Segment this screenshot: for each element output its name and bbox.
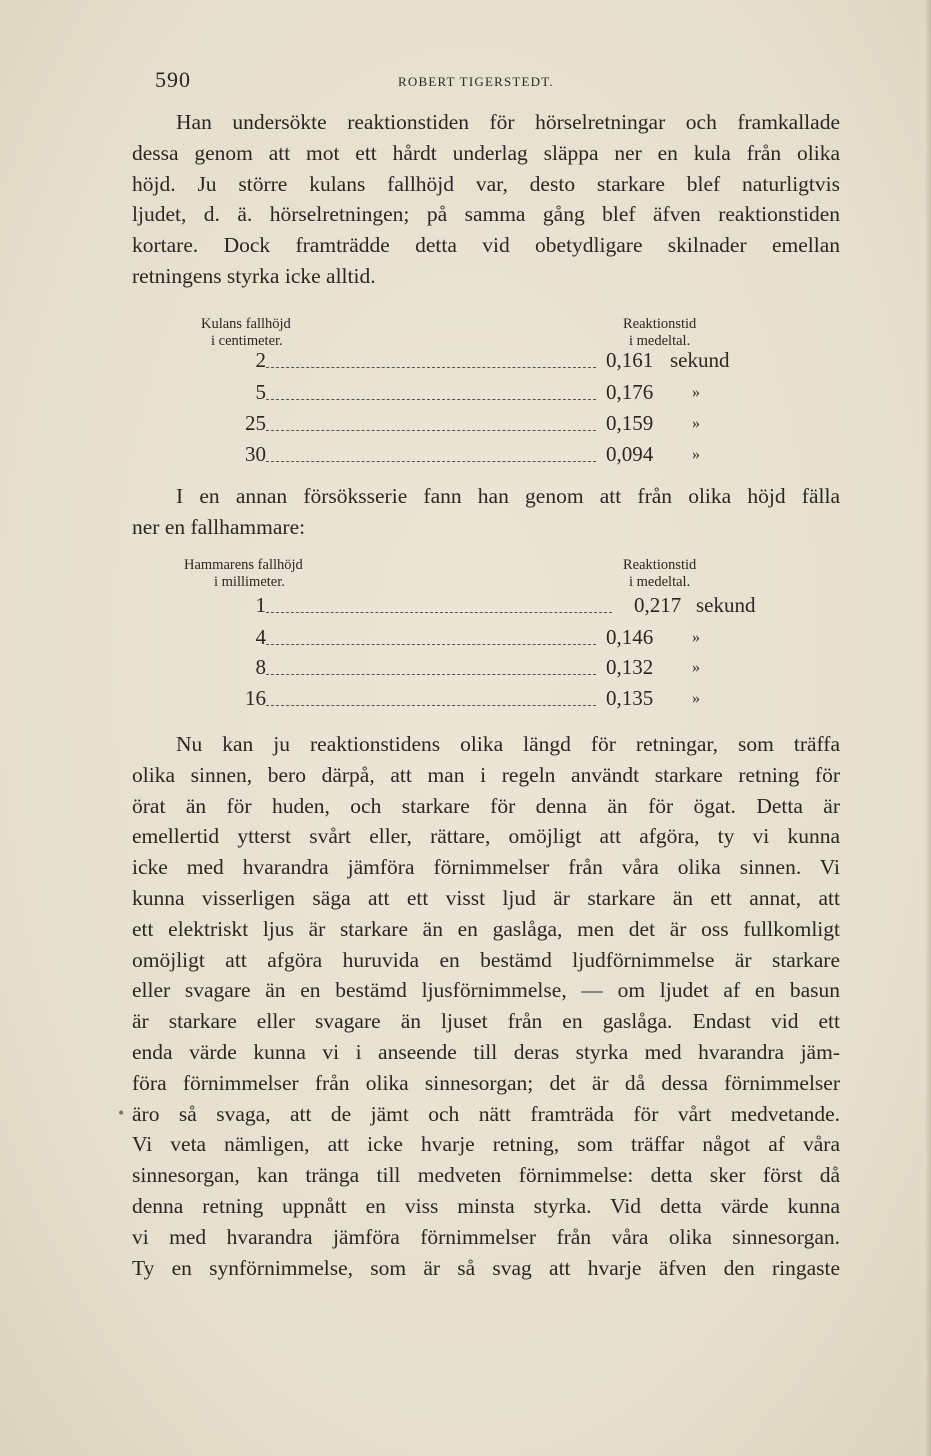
row-unit: sekund bbox=[696, 593, 756, 617]
text-line: kortare. Dock framträdde detta vid obetydligare skilnader emellan bbox=[132, 233, 840, 258]
leader-dots bbox=[266, 399, 596, 400]
text-line: ner en fallhammare: bbox=[132, 514, 306, 539]
leader-dots bbox=[266, 705, 596, 706]
paragraph-1 bbox=[132, 107, 840, 292]
text-line: olika sinnen, bero därpå, att man i regeln användt starkare retning för bbox=[132, 762, 840, 787]
text-line: Ty en synförnimmelse, som är så svag att hvarje äfven den ringaste bbox=[132, 1255, 840, 1280]
text-line: ljudet, d. ä. hörselretningen; på samma gång blef äfven reaktionstiden bbox=[132, 202, 840, 227]
text-line: föra förnimmelser från olika sinnesorgan; det är då dessa förnimmelser bbox=[132, 1070, 840, 1095]
leader-dots bbox=[266, 644, 596, 645]
text-line: I en annan försöksserie fann han genom att från olika höjd fälla bbox=[176, 484, 840, 508]
page-edge-shadow bbox=[925, 0, 931, 1456]
table1-row bbox=[200, 411, 740, 441]
text-line: Nu kan ju reaktionstidens olika längd för retningar, som träffa bbox=[176, 732, 840, 756]
text-line: icke med hvarandra jämföra förnimmelser från våra olika sinnen. Vi bbox=[132, 855, 840, 880]
row-value: 0,176 bbox=[606, 380, 654, 404]
header-line: i centimeter. bbox=[211, 333, 283, 349]
leader-dots bbox=[266, 461, 596, 462]
header-line: i medeltal. bbox=[629, 333, 691, 349]
text-line: omöjligt att afgöra huruvida en bestämd ljudförnimmelse är starkare bbox=[132, 947, 840, 972]
row-value: 0,132 bbox=[606, 655, 654, 679]
running-head: ROBERT TIGERSTEDT. bbox=[398, 74, 554, 89]
text-line: äro så svaga, att de jämt och nätt framträda för vårt medvetande. bbox=[132, 1101, 840, 1126]
row-unit: » bbox=[692, 690, 700, 707]
table2-row bbox=[200, 686, 740, 716]
table2-row bbox=[200, 655, 740, 685]
row-value: 0,146 bbox=[606, 625, 654, 649]
header-line: i medeltal. bbox=[629, 574, 691, 590]
leader-dots bbox=[266, 674, 596, 675]
table2-right-header bbox=[623, 557, 696, 591]
row-key: 25 bbox=[245, 411, 266, 435]
row-unit: » bbox=[692, 629, 700, 646]
row-key: 2 bbox=[255, 348, 266, 372]
text-line: kunna visserligen säga att ett visst ljud är starkare än ett annat, att bbox=[132, 885, 840, 910]
row-unit: » bbox=[692, 415, 700, 432]
row-unit: » bbox=[692, 659, 700, 676]
text-line: emellertid ytterst svårt eller, rättare, omöjligt att afgöra, ty vi kunna bbox=[132, 824, 840, 849]
header-line: Reaktionstid bbox=[623, 557, 697, 573]
text-line: Han undersökte reaktionstiden för hörselretningar och framkallade bbox=[176, 110, 840, 134]
text-line: ett elektriskt ljus är starkare än en gaslåga, men det är oss fullkomligt bbox=[132, 916, 840, 941]
row-key: 1 bbox=[255, 593, 266, 617]
text-line: höjd. Ju större kulans fallhöjd var, desto starkare blef naturligtvis bbox=[132, 171, 840, 196]
paragraph-3 bbox=[132, 729, 840, 1283]
text-line: denna retning uppnått en viss minsta styrka. Vid detta värde kunna bbox=[132, 1193, 840, 1218]
text-line: sinnesorgan, kan tränga till medveten förnimmelse: detta sker först då bbox=[132, 1163, 840, 1188]
page-header bbox=[155, 67, 585, 95]
row-unit: » bbox=[692, 446, 700, 463]
row-key: 5 bbox=[255, 380, 266, 404]
row-value: 0,159 bbox=[606, 411, 654, 435]
row-key: 8 bbox=[255, 655, 266, 679]
text-line: örat än för huden, och starkare för denna än för ögat. Detta är bbox=[132, 793, 840, 818]
header-line: Kulans fallhöjd bbox=[201, 316, 291, 332]
row-unit: » bbox=[692, 384, 700, 401]
leader-dots bbox=[266, 612, 612, 613]
row-value: 0,135 bbox=[606, 686, 654, 710]
page-number: 590 bbox=[155, 67, 191, 92]
text-line: är starkare eller svagare än ljuset från en gaslåga. Endast vid ett bbox=[132, 1009, 840, 1034]
paragraph-2 bbox=[132, 481, 840, 543]
text-line: dessa genom att mot ett hårdt underlag släppa ner en kula från olika bbox=[132, 140, 840, 165]
table1-row bbox=[200, 348, 740, 378]
row-value: 0,217 bbox=[634, 593, 682, 617]
text-line: vi med hvarandra jämföra förnimmelser från våra olika sinnesorgan. bbox=[132, 1224, 840, 1249]
table1-row bbox=[200, 442, 740, 472]
leader-dots bbox=[266, 367, 596, 368]
text-line: retningens styrka icke alltid. bbox=[132, 263, 376, 288]
margin-speck: • bbox=[117, 1106, 126, 1122]
text-line: Vi veta nämligen, att icke hvarje retning, som träffar något af våra bbox=[132, 1132, 840, 1157]
header-line: i millimeter. bbox=[214, 574, 285, 590]
row-value: 0,094 bbox=[606, 442, 654, 466]
text-line: enda värde kunna vi i anseende till deras styrka med hvarandra jäm- bbox=[132, 1039, 840, 1064]
table2-row bbox=[200, 593, 756, 623]
header-line: Reaktionstid bbox=[623, 316, 697, 332]
table1-right-header bbox=[623, 316, 696, 350]
table2-left-header bbox=[184, 557, 303, 591]
table1-row bbox=[200, 380, 740, 410]
table1-left-header bbox=[201, 316, 291, 350]
table2-row bbox=[200, 625, 740, 655]
row-key: 30 bbox=[245, 442, 266, 466]
row-key: 16 bbox=[245, 686, 266, 710]
header-line: Hammarens fallhöjd bbox=[184, 557, 303, 573]
row-unit: sekund bbox=[670, 348, 730, 372]
leader-dots bbox=[266, 430, 596, 431]
text-line: eller svagare än en bestämd ljusförnimmelse, — om ljudet af en basun bbox=[132, 978, 840, 1003]
row-key: 4 bbox=[255, 625, 266, 649]
row-value: 0,161 bbox=[606, 348, 654, 372]
